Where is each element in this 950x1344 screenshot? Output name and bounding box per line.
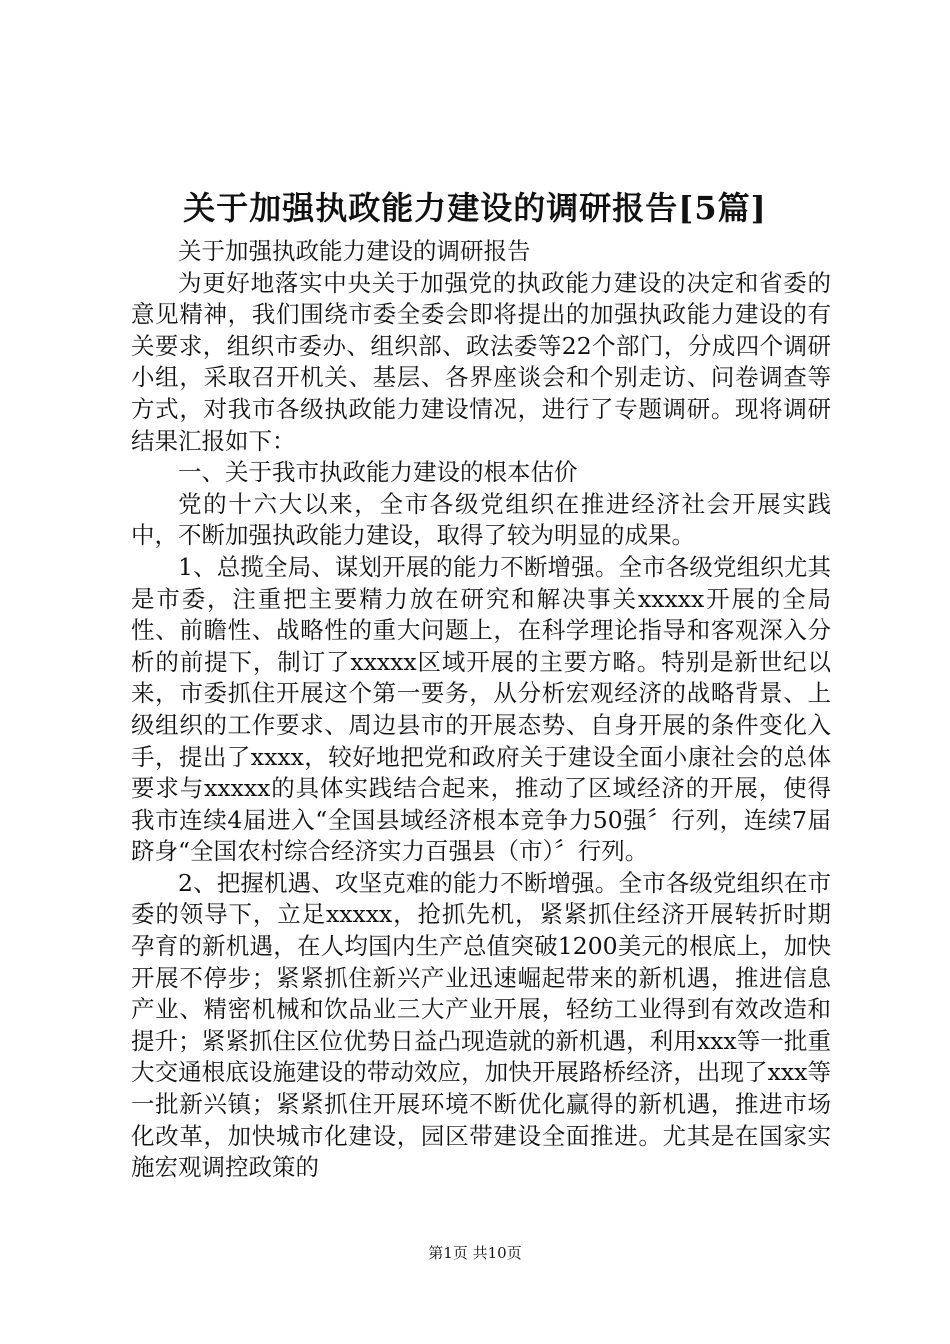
document-body <box>131 236 831 1184</box>
document-title: 关于加强执政能力建设的调研报告[5篇] <box>183 189 767 227</box>
paragraph-point-1: 1、总揽全局、谋划开展的能力不断增强。全市各级党组织尤其是市委，注重把主要精力放在研究和解决事关xxxxx开展的全局性、前瞻性、战略性的重大问题上，在科学理论指导和客观深入分析的前提下，制订了xxxxx区域开展的主要方略。特别是新世纪以来，市委抓住开展这个第一要务，从分析宏观经济的战略背景、上级组织的工作要求、周边县市的开展态势、自身开展的条件变化入手，提出了xxxx，较好地把党和政府关于建设全面小康社会的总体要求与xxxxx的具体实践结合起来，推动了区域经济的开展，使得我市连续4届进入“全国县域经济根本竞争力50强〞行列，连续7届跻身“全国农村综合经济实力百强县（市）〞行列。 <box>131 552 831 866</box>
page-number: 第1页 共10页 <box>428 1244 522 1262</box>
paragraph-summary: 党的十六大以来，全市各级党组织在推进经济社会开展实践中，不断加强执政能力建设，取得了较为明显的成果。 <box>131 489 831 550</box>
paragraph-intro: 为更好地落实中央关于加强党的执政能力建设的决定和省委的意见精神，我们围绕市委全委会即将提出的加强执政能力建设的有关要求，组织市委办、组织部、政法委等22个部门，分成四个调研小组，采取召开机关、基层、各界座谈会和个别走访、问卷调查等方式，对我市各级执政能力建设情况，进行了专题调研。现将调研结果汇报如下： <box>131 268 831 455</box>
paragraph-subtitle: 关于加强执政能力建设的调研报告 <box>178 237 531 265</box>
paragraph-point-2: 2、把握机遇、攻坚克难的能力不断增强。全市各级党组织在市委的领导下，立足xxxxx，抢抓先机，紧紧抓住经济开展转折时期孕育的新机遇，在人均国内生产总值突破1200美元的根底上，加快开展不停步；紧紧抓住新兴产业迅速崛起带来的新机遇，推进信息产业、精密机械和饮品业三大产业开展，轻纺工业得到有效改造和提升；紧紧抓住区位优势日益凸现造就的新机遇，利用xxx等一批重大交通根底设施建设的带动效应，加快开展路桥经济，出现了xxx等一批新兴镇；紧紧抓住开展环境不断优化赢得的新机遇，推进市场化改革，加快城市化建设，园区带建设全面推进。尤其是在国家实施宏观调控政策的 <box>131 868 831 1182</box>
section-heading: 一、关于我市执政能力建设的根本估价 <box>178 458 578 487</box>
